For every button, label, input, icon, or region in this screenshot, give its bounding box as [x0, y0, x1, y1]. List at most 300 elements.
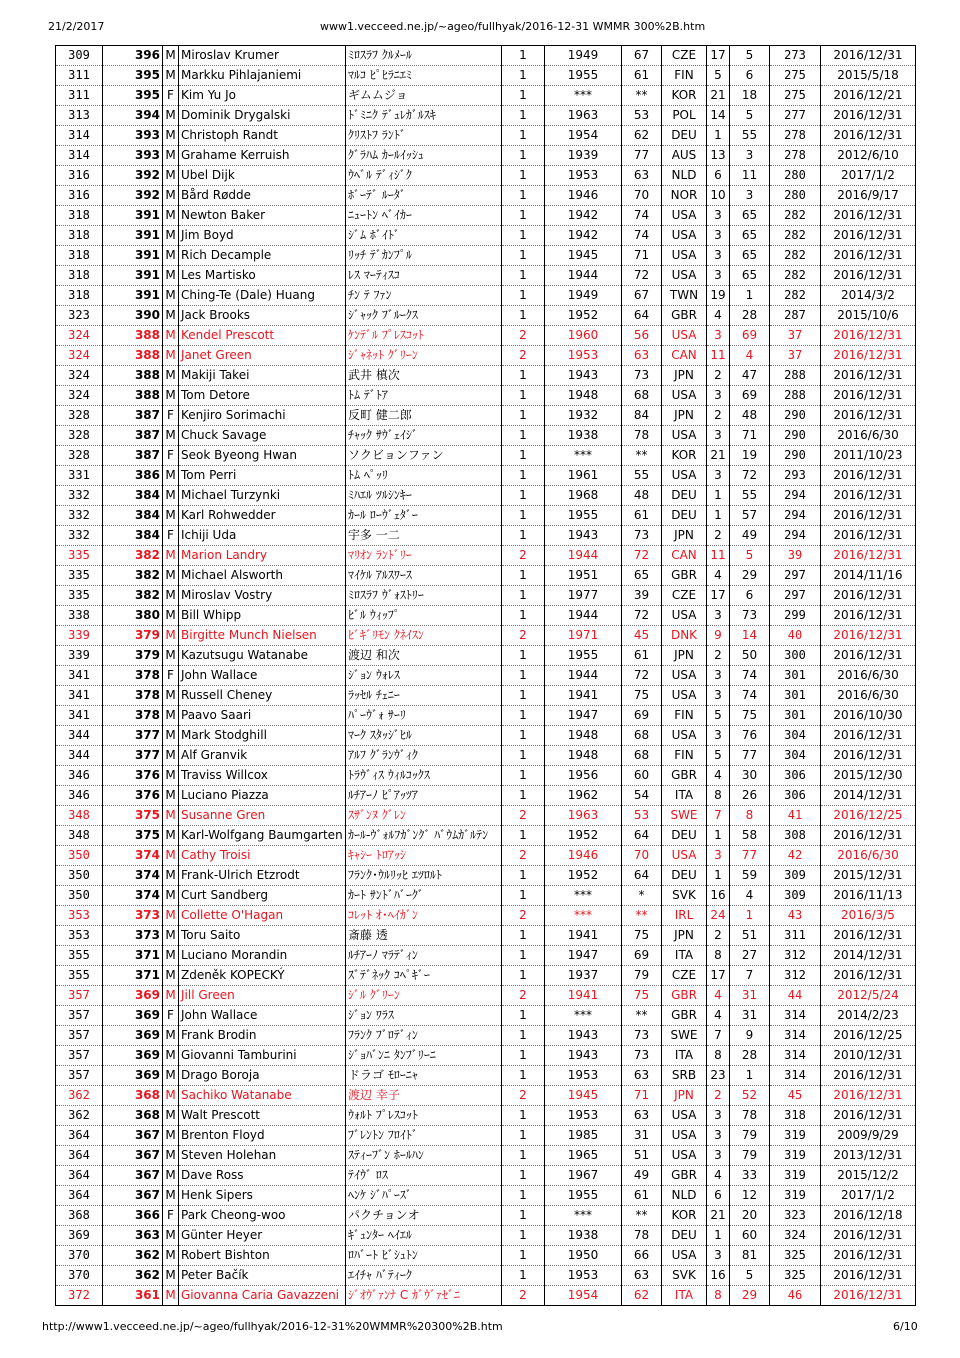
cell-cat: 2: [502, 626, 545, 646]
cell-worldrank: 306: [770, 766, 821, 786]
cell-nat: NOR: [662, 186, 707, 206]
cell-score: 377: [103, 746, 163, 766]
cell-score: 369: [103, 986, 163, 1006]
cell-kana: ｼﾞｮﾝ ｳｫﾚｽ: [346, 666, 502, 686]
cell-date: 2016/3/5: [821, 906, 916, 926]
cell-cat: 1: [502, 766, 545, 786]
cell-countryrank: 79: [730, 1126, 770, 1146]
cell-name: Frank Brodin: [179, 1026, 346, 1046]
cell-natrank: 2: [707, 1086, 730, 1106]
cell-sex: M: [163, 926, 179, 946]
cell-countryrank: 55: [730, 126, 770, 146]
cell-name: Grahame Kerruish: [179, 146, 346, 166]
cell-worldrank: 282: [770, 286, 821, 306]
cell-kana: ﾗｯｾﾙ ﾁｪﾆｰ: [346, 686, 502, 706]
cell-score: 382: [103, 586, 163, 606]
table-row: [56, 206, 916, 226]
cell-nat: POL: [662, 106, 707, 126]
cell-countryrank: 3: [730, 146, 770, 166]
cell-age: *: [622, 886, 662, 906]
cell-rank: 357: [56, 1026, 103, 1046]
cell-age: 72: [622, 546, 662, 566]
cell-year: 1953: [545, 1106, 622, 1126]
cell-cat: 1: [502, 1206, 545, 1226]
cell-year: 1944: [545, 266, 622, 286]
cell-natrank: 16: [707, 1266, 730, 1286]
cell-nat: NLD: [662, 1186, 707, 1206]
cell-cat: 1: [502, 1226, 545, 1246]
cell-nat: JPN: [662, 526, 707, 546]
cell-date: 2016/12/31: [821, 1226, 916, 1246]
cell-name: Jack Brooks: [179, 306, 346, 326]
cell-age: 74: [622, 226, 662, 246]
cell-nat: USA: [662, 846, 707, 866]
table-row: [56, 826, 916, 846]
cell-natrank: 17: [707, 46, 730, 66]
cell-nat: CZE: [662, 966, 707, 986]
cell-sex: M: [163, 426, 179, 446]
cell-name: Curt Sandberg: [179, 886, 346, 906]
cell-nat: USA: [662, 386, 707, 406]
cell-cat: 2: [502, 326, 545, 346]
cell-age: 84: [622, 406, 662, 426]
cell-natrank: 1: [707, 506, 730, 526]
cell-score: 361: [103, 1286, 163, 1306]
cell-date: 2016/12/31: [821, 386, 916, 406]
cell-countryrank: 3: [730, 186, 770, 206]
cell-cat: 1: [502, 526, 545, 546]
cell-nat: NLD: [662, 166, 707, 186]
cell-rank: 309: [56, 46, 103, 66]
cell-sex: M: [163, 226, 179, 246]
cell-date: 2016/12/31: [821, 586, 916, 606]
cell-worldrank: 37: [770, 326, 821, 346]
cell-kana: ﾏｰｸ ｽﾀｯｼﾞﾋﾙ: [346, 726, 502, 746]
cell-cat: 2: [502, 846, 545, 866]
cell-year: 1938: [545, 1226, 622, 1246]
cell-sex: M: [163, 326, 179, 346]
cell-year: 1943: [545, 1046, 622, 1066]
cell-rank: 332: [56, 526, 103, 546]
cell-kana: ｳｫﾙﾄ ﾌﾟﾚｽｺｯﾄ: [346, 1106, 502, 1126]
cell-year: 1944: [545, 666, 622, 686]
cell-rank: 335: [56, 566, 103, 586]
cell-name: Jim Boyd: [179, 226, 346, 246]
cell-nat: ITA: [662, 786, 707, 806]
cell-age: 75: [622, 986, 662, 1006]
cell-rank: 314: [56, 146, 103, 166]
cell-name: Traviss Willcox: [179, 766, 346, 786]
cell-date: 2016/12/31: [821, 526, 916, 546]
cell-worldrank: 282: [770, 246, 821, 266]
cell-countryrank: 49: [730, 526, 770, 546]
cell-score: 374: [103, 866, 163, 886]
cell-cat: 1: [502, 586, 545, 606]
cell-age: 67: [622, 286, 662, 306]
cell-kana: ﾃｲｳﾞ ﾛｽ: [346, 1166, 502, 1186]
cell-score: 373: [103, 926, 163, 946]
cell-age: 60: [622, 766, 662, 786]
cell-countryrank: 31: [730, 986, 770, 1006]
cell-year: 1941: [545, 986, 622, 1006]
cell-cat: 1: [502, 1146, 545, 1166]
cell-date: 2016/12/31: [821, 266, 916, 286]
table-row: [56, 906, 916, 926]
cell-age: 72: [622, 606, 662, 626]
cell-kana: ｷｬｼｰ ﾄﾛｱｯｼ: [346, 846, 502, 866]
table-row: [56, 526, 916, 546]
cell-score: 380: [103, 606, 163, 626]
cell-kana: ｱﾙﾌ ｸﾞﾗﾝｳﾞｨｸ: [346, 746, 502, 766]
cell-name: Christoph Randt: [179, 126, 346, 146]
cell-year: 1947: [545, 946, 622, 966]
cell-sex: M: [163, 1126, 179, 1146]
cell-year: 1949: [545, 286, 622, 306]
cell-score: 386: [103, 466, 163, 486]
cell-worldrank: 39: [770, 546, 821, 566]
table-row: [56, 806, 916, 826]
cell-year: 1962: [545, 786, 622, 806]
cell-worldrank: 324: [770, 1226, 821, 1246]
cell-sex: M: [163, 586, 179, 606]
cell-natrank: 3: [707, 426, 730, 446]
cell-cat: 1: [502, 826, 545, 846]
cell-age: 68: [622, 746, 662, 766]
cell-name: Miroslav Krumer: [179, 46, 346, 66]
cell-score: 368: [103, 1086, 163, 1106]
cell-year: 1956: [545, 766, 622, 786]
cell-countryrank: 55: [730, 486, 770, 506]
cell-name: Kenjiro Sorimachi: [179, 406, 346, 426]
cell-score: 375: [103, 826, 163, 846]
cell-cat: 2: [502, 1086, 545, 1106]
cell-year: 1938: [545, 426, 622, 446]
cell-sex: M: [163, 66, 179, 86]
cell-natrank: 4: [707, 766, 730, 786]
cell-age: 70: [622, 846, 662, 866]
cell-worldrank: 301: [770, 706, 821, 726]
cell-score: 384: [103, 486, 163, 506]
cell-cat: 1: [502, 1066, 545, 1086]
cell-score: 391: [103, 286, 163, 306]
cell-countryrank: 26: [730, 786, 770, 806]
cell-cat: 1: [502, 66, 545, 86]
cell-name: Zdeněk KOPECKÝ: [179, 966, 346, 986]
cell-kana: ﾐﾛｽﾗﾌ ｸﾙﾒｰﾙ: [346, 46, 502, 66]
cell-natrank: 21: [707, 1206, 730, 1226]
cell-kana: パクチョンオ: [346, 1206, 502, 1226]
cell-name: Dave Ross: [179, 1166, 346, 1186]
cell-name: Les Martisko: [179, 266, 346, 286]
cell-nat: KOR: [662, 86, 707, 106]
cell-rank: 335: [56, 586, 103, 606]
cell-sex: M: [163, 506, 179, 526]
cell-year: ***: [545, 1006, 622, 1026]
table-row: [56, 1286, 916, 1306]
cell-sex: M: [163, 866, 179, 886]
table-row: [56, 1126, 916, 1146]
cell-nat: CAN: [662, 546, 707, 566]
cell-year: 1960: [545, 326, 622, 346]
cell-date: 2016/12/31: [821, 966, 916, 986]
cell-rank: 353: [56, 926, 103, 946]
cell-nat: USA: [662, 1106, 707, 1126]
cell-countryrank: 60: [730, 1226, 770, 1246]
cell-age: 73: [622, 1046, 662, 1066]
cell-rank: 331: [56, 466, 103, 486]
cell-date: 2016/12/31: [821, 506, 916, 526]
cell-natrank: 4: [707, 566, 730, 586]
cell-name: Ching-Te (Dale) Huang: [179, 286, 346, 306]
cell-kana: ｹﾝﾃﾞﾙ ﾌﾟﾚｽｺｯﾄ: [346, 326, 502, 346]
cell-name: Drago Boroja: [179, 1066, 346, 1086]
cell-score: 384: [103, 526, 163, 546]
cell-score: 373: [103, 906, 163, 926]
cell-natrank: 3: [707, 1246, 730, 1266]
cell-kana: ﾆｭｰﾄﾝ ﾍﾞｲｶｰ: [346, 206, 502, 226]
cell-sex: M: [163, 386, 179, 406]
cell-name: Robert Bishton: [179, 1246, 346, 1266]
cell-rank: 332: [56, 506, 103, 526]
cell-age: 63: [622, 1066, 662, 1086]
cell-rank: 339: [56, 646, 103, 666]
cell-score: 376: [103, 766, 163, 786]
cell-nat: JPN: [662, 926, 707, 946]
cell-nat: GBR: [662, 566, 707, 586]
cell-kana: 斎藤 透: [346, 926, 502, 946]
cell-nat: USA: [662, 1146, 707, 1166]
cell-kana: ﾄﾑ ﾍﾟｯﾘ: [346, 466, 502, 486]
cell-date: 2017/1/2: [821, 1186, 916, 1206]
cell-score: 363: [103, 1226, 163, 1246]
cell-countryrank: 57: [730, 506, 770, 526]
cell-date: 2016/12/18: [821, 1206, 916, 1226]
cell-countryrank: 1: [730, 906, 770, 926]
table-row: [56, 1046, 916, 1066]
cell-sex: M: [163, 246, 179, 266]
cell-score: 369: [103, 1046, 163, 1066]
cell-kana: ﾊﾟｰｳﾞｫ ｻｰﾘ: [346, 706, 502, 726]
cell-date: 2015/10/6: [821, 306, 916, 326]
cell-worldrank: 304: [770, 746, 821, 766]
table-row: [56, 1186, 916, 1206]
cell-countryrank: 58: [730, 826, 770, 846]
cell-cat: 2: [502, 906, 545, 926]
cell-nat: USA: [662, 666, 707, 686]
cell-sex: M: [163, 986, 179, 1006]
cell-nat: USA: [662, 226, 707, 246]
cell-kana: ﾐﾛｽﾗﾌ ｳﾞｫｽﾄﾘｰ: [346, 586, 502, 606]
cell-sex: M: [163, 886, 179, 906]
cell-score: 396: [103, 46, 163, 66]
cell-rank: 318: [56, 286, 103, 306]
cell-year: 1963: [545, 806, 622, 826]
cell-date: 2016/12/31: [821, 1066, 916, 1086]
cell-sex: M: [163, 1086, 179, 1106]
cell-nat: GBR: [662, 766, 707, 786]
cell-rank: 344: [56, 726, 103, 746]
cell-score: 379: [103, 626, 163, 646]
cell-sex: M: [163, 746, 179, 766]
cell-kana: ﾄﾞﾐﾆｸ ﾃﾞｭﾚｶﾞﾙｽｷ: [346, 106, 502, 126]
cell-worldrank: 304: [770, 726, 821, 746]
page-title: www1.vecceed.ne.jp/~ageo/fullhyak/2016-12-31 WMMR 300%2B.htm: [320, 20, 706, 33]
cell-age: 69: [622, 946, 662, 966]
cell-kana: ｶｰﾙ-ｳﾞｫﾙﾌｶﾞﾝｸﾞ ﾊﾞｳﾑｶﾞﾙﾃﾝ: [346, 826, 502, 846]
cell-score: 388: [103, 386, 163, 406]
cell-cat: 2: [502, 806, 545, 826]
table-row: [56, 1086, 916, 1106]
cell-score: 395: [103, 86, 163, 106]
cell-rank: 355: [56, 966, 103, 986]
cell-name: Giovanni Tamburini: [179, 1046, 346, 1066]
table-row: [56, 586, 916, 606]
cell-date: 2015/12/31: [821, 866, 916, 886]
cell-worldrank: 299: [770, 606, 821, 626]
cell-cat: 1: [502, 86, 545, 106]
cell-year: 1945: [545, 246, 622, 266]
cell-age: 71: [622, 246, 662, 266]
cell-kana: ｶｰﾄ ｻﾝﾄﾞﾊﾞｰｸﾞ: [346, 886, 502, 906]
cell-natrank: 1: [707, 826, 730, 846]
cell-countryrank: 33: [730, 1166, 770, 1186]
cell-countryrank: 50: [730, 646, 770, 666]
cell-year: 1944: [545, 546, 622, 566]
cell-name: Michael Turzynki: [179, 486, 346, 506]
cell-countryrank: 1: [730, 286, 770, 306]
cell-nat: SRB: [662, 1066, 707, 1086]
cell-kana: ﾎﾞｰﾃﾞ ﾙｰﾀﾞ: [346, 186, 502, 206]
cell-age: 73: [622, 526, 662, 546]
cell-name: Rich Decample: [179, 246, 346, 266]
cell-cat: 1: [502, 706, 545, 726]
cell-countryrank: 4: [730, 886, 770, 906]
cell-cat: 1: [502, 1266, 545, 1286]
cell-worldrank: 306: [770, 786, 821, 806]
cell-worldrank: 290: [770, 426, 821, 446]
cell-countryrank: 14: [730, 626, 770, 646]
cell-sex: M: [163, 1146, 179, 1166]
cell-date: 2015/12/2: [821, 1166, 916, 1186]
cell-kana: ｺﾚｯﾄ ｵ･ﾍｲｶﾞﾝ: [346, 906, 502, 926]
cell-countryrank: 77: [730, 746, 770, 766]
print-date: 21/2/2017: [48, 20, 105, 33]
cell-date: 2016/12/31: [821, 1286, 916, 1306]
cell-date: 2015/5/18: [821, 66, 916, 86]
cell-score: 371: [103, 946, 163, 966]
table-row: [56, 1266, 916, 1286]
cell-year: 1963: [545, 106, 622, 126]
cell-cat: 2: [502, 346, 545, 366]
cell-cat: 1: [502, 386, 545, 406]
cell-name: Bill Whipp: [179, 606, 346, 626]
cell-score: 366: [103, 1206, 163, 1226]
cell-kana: 渡辺 幸子: [346, 1086, 502, 1106]
cell-natrank: 3: [707, 266, 730, 286]
cell-countryrank: 5: [730, 546, 770, 566]
cell-kana: ｽﾃｨｰﾌﾞﾝ ﾎｰﾙﾊﾝ: [346, 1146, 502, 1166]
cell-rank: 344: [56, 746, 103, 766]
cell-age: 62: [622, 126, 662, 146]
cell-rank: 311: [56, 86, 103, 106]
cell-nat: GBR: [662, 306, 707, 326]
cell-worldrank: 319: [770, 1146, 821, 1166]
cell-age: 51: [622, 1146, 662, 1166]
cell-year: 1961: [545, 466, 622, 486]
cell-cat: 1: [502, 266, 545, 286]
cell-sex: M: [163, 906, 179, 926]
cell-year: 1955: [545, 66, 622, 86]
table-row: [56, 366, 916, 386]
cell-date: 2016/12/31: [821, 1106, 916, 1126]
cell-name: Karl-Wolfgang Baumgarten: [179, 826, 346, 846]
cell-natrank: 16: [707, 886, 730, 906]
cell-score: 391: [103, 226, 163, 246]
cell-worldrank: 45: [770, 1086, 821, 1106]
cell-date: 2016/12/31: [821, 226, 916, 246]
cell-year: 1939: [545, 146, 622, 166]
cell-worldrank: 294: [770, 526, 821, 546]
cell-age: 69: [622, 706, 662, 726]
cell-natrank: 3: [707, 1106, 730, 1126]
cell-date: 2015/12/30: [821, 766, 916, 786]
cell-date: 2016/12/31: [821, 406, 916, 426]
cell-score: 367: [103, 1146, 163, 1166]
cell-natrank: 4: [707, 1166, 730, 1186]
cell-sex: F: [163, 1006, 179, 1026]
cell-sex: M: [163, 1046, 179, 1066]
cell-date: 2014/12/31: [821, 786, 916, 806]
table-row: [56, 1006, 916, 1026]
table-row: [56, 986, 916, 1006]
cell-score: 362: [103, 1246, 163, 1266]
table-row: [56, 106, 916, 126]
cell-worldrank: 290: [770, 406, 821, 426]
cell-kana: ドラゴ ﾓﾛｰﾆｬ: [346, 1066, 502, 1086]
cell-kana: 宇多 一二: [346, 526, 502, 546]
cell-nat: ITA: [662, 946, 707, 966]
cell-sex: M: [163, 1226, 179, 1246]
cell-sex: M: [163, 206, 179, 226]
cell-cat: 1: [502, 226, 545, 246]
cell-date: 2016/12/31: [821, 826, 916, 846]
cell-worldrank: 288: [770, 366, 821, 386]
table-row: [56, 686, 916, 706]
cell-date: 2016/12/31: [821, 206, 916, 226]
cell-year: 1952: [545, 826, 622, 846]
cell-rank: 339: [56, 626, 103, 646]
cell-kana: ｼﾞﾑ ﾎﾞｲﾄﾞ: [346, 226, 502, 246]
cell-score: 384: [103, 506, 163, 526]
cell-cat: 1: [502, 566, 545, 586]
cell-rank: 335: [56, 546, 103, 566]
cell-kana: ﾌﾞﾚﾝﾄﾝ ﾌﾛｲﾄﾞ: [346, 1126, 502, 1146]
cell-rank: 355: [56, 946, 103, 966]
cell-name: Birgitte Munch Nielsen: [179, 626, 346, 646]
cell-age: 53: [622, 106, 662, 126]
cell-year: 1955: [545, 646, 622, 666]
cell-sex: M: [163, 566, 179, 586]
cell-nat: ITA: [662, 1286, 707, 1306]
cell-year: 1971: [545, 626, 622, 646]
cell-nat: FIN: [662, 706, 707, 726]
cell-cat: 1: [502, 246, 545, 266]
cell-worldrank: 297: [770, 566, 821, 586]
cell-score: 388: [103, 366, 163, 386]
cell-sex: M: [163, 46, 179, 66]
cell-countryrank: 28: [730, 306, 770, 326]
table-row: [56, 46, 916, 66]
